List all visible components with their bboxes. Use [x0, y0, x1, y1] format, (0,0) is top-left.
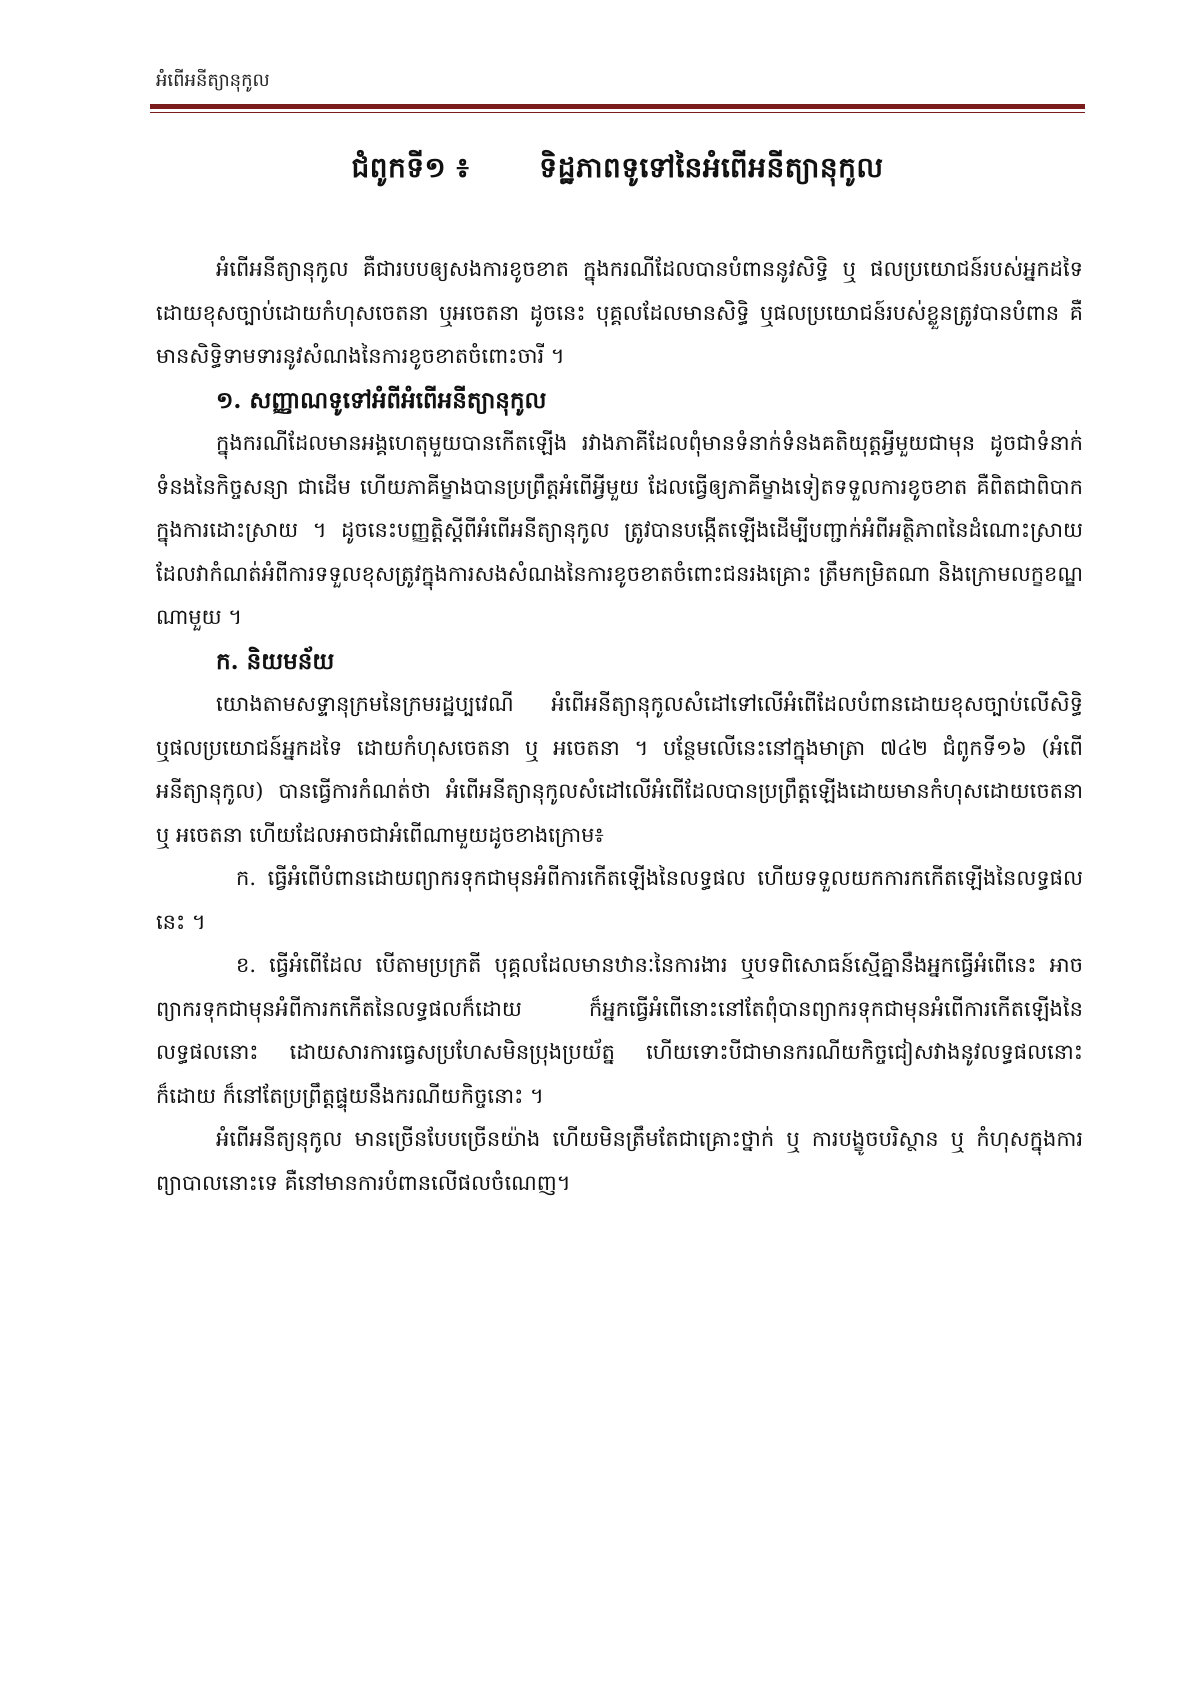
section-heading: ១. សញ្ញាណទូទៅអំពីអំពើអនីត្យានុកូល [216, 386, 547, 414]
chapter-heading: ទិដ្ឋភាពទូទៅនៃអំពើអនីត្យានុកូល [539, 151, 884, 184]
intro-paragraph: អំពើអនីត្យានុកូល គឺជារបបឲ្យសងការខូចខាត ក្នុងករណីដែលបានបំពាននូវសិទ្ធិ ឬ ផលប្រយោជន៍របស់អ្នកដទៃដោយខុសច្បាប់ដោយកំហុសចេតនា ឬអចេតនា ដូចនេះ បុគ្គលដែលមានសិទ្ធិ ឬផលប្រយោជន៍របស់ខ្លួនត្រូវបានបំពាន គឺមានសិទ្ធិទាមទារនូវសំណងនៃការខូចខាតចំពោះចារី ។ [156, 257, 1083, 368]
closing-paragraph: អំពើអនីត្យនុកូល មានច្រើនបែបច្រើនយ៉ាង ហើយមិនត្រឹមតែជាគ្រោះថ្នាក់ ឬ ការបង្ខូចបរិស្ថាន ឬ កំហុសក្នុងការព្យាបាលនោះទេ គឺនៅមានការបំពានលើផលចំណេញ។ [156, 1127, 1083, 1195]
section-paragraph: ក្នុងករណីដែលមានអង្គហេតុមួយបានកើតឡើង រវាងភាគីដែលពុំមានទំនាក់ទំនងគតិយុត្តអ្វីមួយជាមុន ដូចជាទំនាក់ទំនងនៃកិច្ចសន្យា ជាដើម ហើយភាគីម្ខាងបានប្រព្រឹត្តអំពើអ្វីមួយ ដែលធ្វើឲ្យភាគីម្ខាងទៀតទទួលការខូចខាត គឺពិតជាពិបាកក្នុងការដោះស្រាយ ។ ដូចនេះបញ្ញត្តិស្តីពីអំពើអនីត្យានុកូល ត្រូវបានបង្កើតឡើងដើម្បីបញ្ជាក់អំពីអត្ថិភាពនៃដំណោះស្រាយ ដែលវាកំណត់អំពីការទទួលខុសត្រូវក្នុងការសងសំណងនៃការខូចខាតចំពោះជនរងគ្រោះ ត្រឹមកម្រិតណា និងក្រោមលក្ខខណ្ឌណាមួយ ។ [156, 431, 1083, 629]
definition-paragraph: យោងតាមសទ្ទានុក្រមនៃក្រមរដ្ឋប្បវេណី អំពើអនីត្យានុកូលសំដៅទៅលើអំពើដែលបំពានដោយខុសច្បាប់លើសិទ្ធិ ឬផលប្រយោជន៍អ្នកដទៃ ដោយកំហុសចេតនា ឬ អចេតនា ។ បន្ថែមលើនេះនៅក្នុងមាត្រា ៧៤២ ជំពូកទី១៦ (អំពើអនីត្យានុកូល) បានធ្វើការកំណត់ថា អំពើអនីត្យានុកូលសំដៅលើអំពើដែលបានប្រព្រឹត្តឡើងដោយមានកំហុសដោយចេតនា ឬ អចេតនា ហើយដែលអាចជាអំពើណាមួយដូចខាងក្រោម៖ [156, 692, 1083, 847]
chapter-label: ជំពូកទី១ ៖ [351, 151, 470, 184]
main-content [156, 248, 1083, 1205]
header-rule-thin [150, 112, 1085, 113]
running-header: អំពើអនីត្យានុកូល [156, 70, 270, 91]
list-item-a: ក. ធ្វើអំពើបំពានដោយព្យាករទុកជាមុនអំពីការកើតឡើងនៃលទ្ធផល ហើយទទួលយកការកកើតឡើងនៃលទ្ធផលនេះ ។ [156, 866, 1083, 934]
subsection-heading: ក. និយមន័យ [216, 647, 335, 675]
header-rule-thick [150, 104, 1085, 109]
chapter-title [150, 150, 1085, 191]
list-item-b: ខ. ធ្វើអំពើដែល បើតាមប្រក្រតី បុគ្គលដែលមានឋានៈនៃការងារ ឬបទពិសោធន៍ស្មើគ្នានឹងអ្នកធ្វើអំពើនេះ អាចព្យាករទុកជាមុនអំពីការកកើតនៃលទ្ធផលក៏ដោយ ក៏អ្នកធ្វើអំពើនោះនៅតែពុំបានព្យាករទុកជាមុនអំពើការកើតឡើងនៃលទ្ធផលនោះ ដោយសារការធ្វេសប្រហែសមិនប្រុងប្រយ័ត្ន ហើយទោះបីជាមានករណីយកិច្ចជៀសវាងនូវលទ្ធផលនោះក៏ដោយ ក៏នៅតែប្រព្រឹត្តផ្ទុយនឹងករណីយកិច្ចនោះ ។ [156, 953, 1083, 1108]
